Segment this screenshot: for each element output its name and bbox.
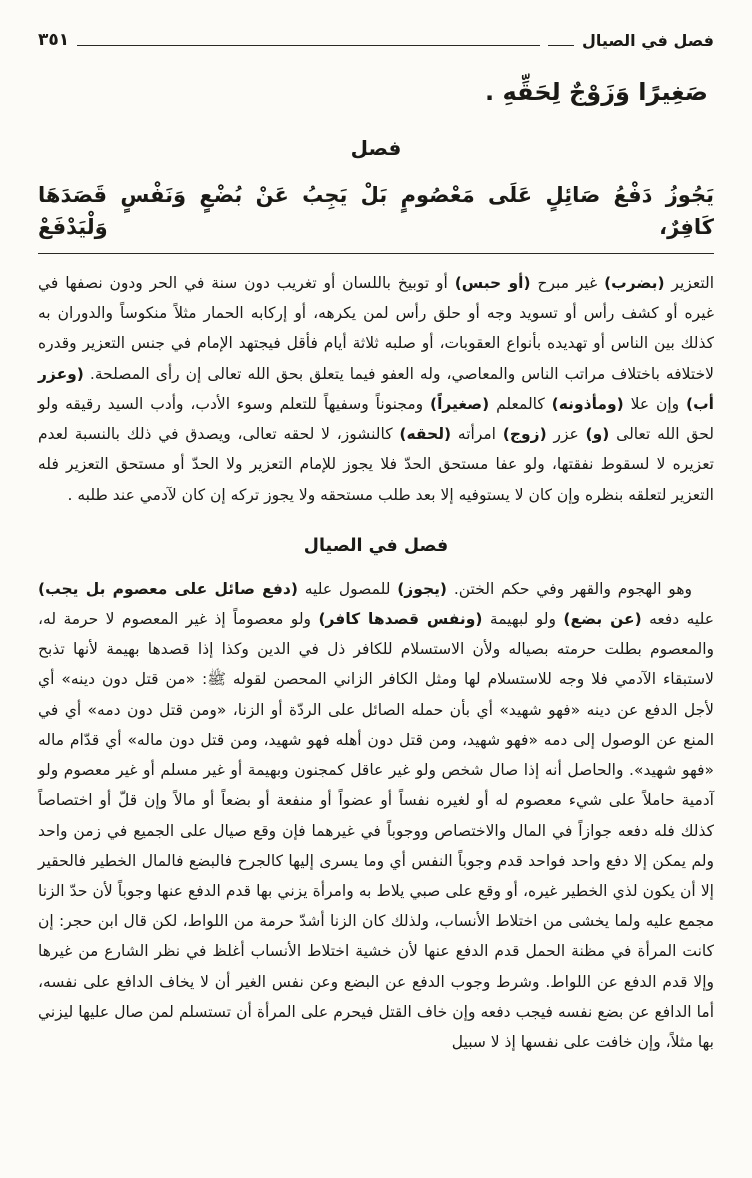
matn-inline-word: (ومأذونه) (551, 394, 624, 413)
matn-inline-word: (وعزر أب) (38, 364, 714, 413)
matn-divider-rule (38, 253, 714, 254)
commentary-text: ولو لبهيمة (482, 609, 564, 628)
matn-inline-word: (و) (585, 425, 610, 444)
header-rule (77, 44, 540, 46)
commentary-text: عزر (546, 425, 586, 444)
matn-inline-word: (زوج) (502, 425, 547, 444)
matn-inline-word: (أو حبس) (454, 274, 531, 292)
page-number: ٣٥١ (38, 30, 70, 50)
commentary-text: ومجنوناً وسفيهاً للتعلم وسوء الأدب، وأدب السيد رقيقه ولو لحق الله تعالى (38, 394, 714, 444)
commentary-text: امرأته (451, 425, 503, 444)
matn-inline-word: (عن بضع) (563, 609, 642, 628)
commentary-text: وإن علا (623, 394, 687, 413)
commentary-text: ولو معصوماً إذ غير المعصوم لا حرمة له، والمعصوم بطلت حرمته بصياله ولأن الاستسلام للكافر ذل في الدين وكذا إذا قصدها بهيمة لأنها تذبح لاستبقاء الآدمي فلا وجه للاستسلام لها ومثل الكافر الزاني المحصن لقوله ﷺ: «من قتل دون دينه» أي لأجل الدفع عن دينه «فهو شهيد» أي بأن حمله الصائل على الردّة أو الزنا، «ومن قتل دون دمه» أي في المنع عن الوصول إلى دمه «فهو شهيد، ومن قتل دون أهله فهو شهيد، ومن قتل دون ماله» أي قدّام ماله «فهو شهيد». والحاصل أنه إذا صال شخص ولو غير عاقل كمجنون وبهيمة أو غير مسلم أو غير معصوم ولو آدمية حاملاً على شيء معصوم له أو لغيره نفساً أو عضواً أو منفعة أو بضعاً أو مالاً وإن قلّ أو اختصاصاً كذلك فله دفعه جوازاً في المال والاختصاص ووجوباً في غيرهما فإن وقع صيال على الجميع في زمن واحد ولم يمكن إلا دفع واحد فواحد قدم وجوباً النفس أي وما يسرى إليها كالجرح فالبضع فالمال الخطير فالحقير إلا أن يكون لذي الخطير غيره، أو وقع على صبي يلاط به وامرأة يزني بها قدم الدفع عنها وجوباً لأن حدّ الزنا مجمع عليه ولما يخشى من اختلاط الأنساب، ولذلك كان الزنا أشدّ حرمة من اللواط، لكن قال ابن حجر: إن كانت المرأة في مظنة الحمل قدم الدفع عنها لأن خشية اختلاط الأنساب أغلظ في نظر الشارع من غيرها وإلا قدم الدفع عن اللواط. وشرط وجوب الدفع عن البضع وعن نفس الغير أن لا يخاف الدافع على نفسه، أما الدافع عن بضع نفسه فيجب دفعه وإن خاف القتل فيحرم على المرأة أن تستسلم لمن صال عليها ليزني بها مثلاً، وإن خافت على نفسها إذ لا سبيل (38, 609, 714, 1052)
matn-inline-word: (بضرب) (604, 274, 665, 292)
commentary-text: كالمعلم (489, 394, 552, 413)
matn-inline-word: (صغيراً) (430, 394, 490, 413)
header-chapter-title: فصل في الصيال (581, 31, 714, 50)
matn-inline-word: (يجوز) (397, 579, 448, 598)
matn-line: يَجُوزُ دَفْعُ صَائِلٍ عَلَى مَعْصُومٍ بَلْ يَجِبُ عَنْ بُضْعٍ وَنَفْسٍ قَصَدَهَا كَافِرٌ، وَلْيَدْفَعْ (38, 183, 714, 239)
matn-inline-word: (لحقه) (399, 425, 452, 444)
fasl-heading: فصل (350, 136, 402, 160)
commentary-paragraph-siyal (38, 574, 714, 1058)
matn-carryover-line: صَغِيرًا وَزَوْجٌ لِحَقِّهِ . (485, 78, 708, 106)
matn-inline-word: (دفع صائل على معصوم بل يجب) (38, 579, 298, 598)
commentary-text: غير مبرح (530, 274, 605, 292)
commentary-text: للمصول عليه (297, 579, 398, 598)
section-heading-siyal: فصل في الصيال (303, 535, 449, 556)
commentary-text: كالنشوز، لا لحقه تعالى، ويصدق في ذلك بالنسبة لعدم تعزيره لا لسقوط نفقتها، ولو عفا مستحق الحدّ فلا يجوز للإمام التعزير ولا الحدّ أو مستحق التعزير فله التعزير لتعلقه بنظره وإن كان لا يستوفيه إلا بعد طلب مستحقه ولا يجوز تركه إن كان لآدمي عند طلبه . (38, 425, 714, 504)
commentary-text: أو توبيخ باللسان أو تغريب دون سنة في الحر ودون نصفها في غيره أو كشف رأس أو تسويد وجه أو حلق رأس لمن يكرهه، أو إركابه الحمار مثلاً منكوساً والدوران به كذلك بين الناس أو تهديده بأنواع العقوبات، أو صلبه ثلاثة أيام فأقل فيجتهد الإمام في جنس التعزير وقدره لاختلافه باختلاف مراتب الناس والمعاصي، وله العفو فيما يتعلق بحق الله تعالى إن رأى المصلحة. (38, 274, 714, 383)
running-header (38, 30, 714, 52)
matn-inline-word: (ونفس قصدها كافر) (318, 609, 483, 628)
header-rule-right (548, 44, 574, 46)
commentary-paragraph-tazir (38, 268, 714, 510)
commentary-text: التعزير (664, 274, 715, 292)
commentary-text: عليه دفعه (641, 609, 714, 628)
commentary-text: وهو الهجوم والقهر وفي حكم الختن. (447, 579, 692, 598)
